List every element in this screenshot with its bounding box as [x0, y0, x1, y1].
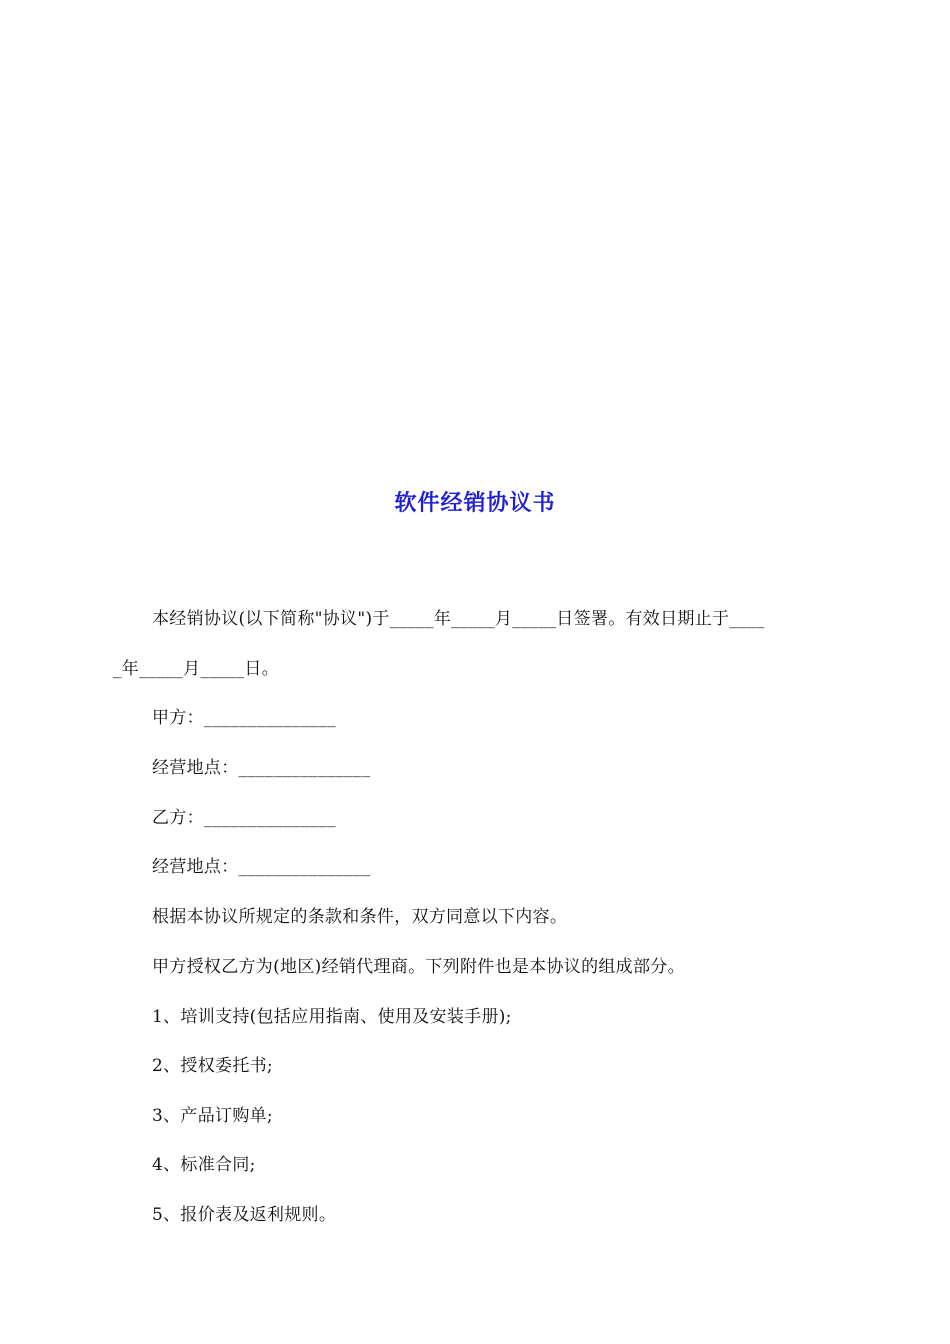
party-b-field: 乙方：_______________: [152, 808, 336, 828]
intro-paragraph-line-2: _年_____月_____日。: [113, 659, 279, 679]
agreement-basis-paragraph: 根据本协议所规定的条款和条件，双方同意以下内容。: [152, 907, 568, 927]
attachment-item: 3、产品订购单;: [152, 1106, 273, 1126]
authorization-paragraph: 甲方授权乙方为(地区)经销代理商。下列附件也是本协议的组成部分。: [152, 957, 685, 977]
intro-paragraph-line-1: 本经销协议(以下简称"协议")于_____年_____月_____日签署。有效日期止于____: [152, 609, 765, 629]
party-a-address-field: 经营地点：_______________: [152, 758, 371, 778]
attachment-item: 5、报价表及返利规则。: [152, 1205, 337, 1225]
document-title: 软件经销协议书: [394, 491, 556, 516]
attachment-item: 4、标准合同;: [152, 1155, 256, 1175]
attachment-item: 1、培训支持(包括应用指南、使用及安装手册);: [152, 1007, 512, 1027]
attachment-item: 2、授权委托书;: [152, 1056, 273, 1076]
party-a-field: 甲方：_______________: [152, 708, 336, 728]
party-b-address-field: 经营地点：_______________: [152, 857, 371, 877]
